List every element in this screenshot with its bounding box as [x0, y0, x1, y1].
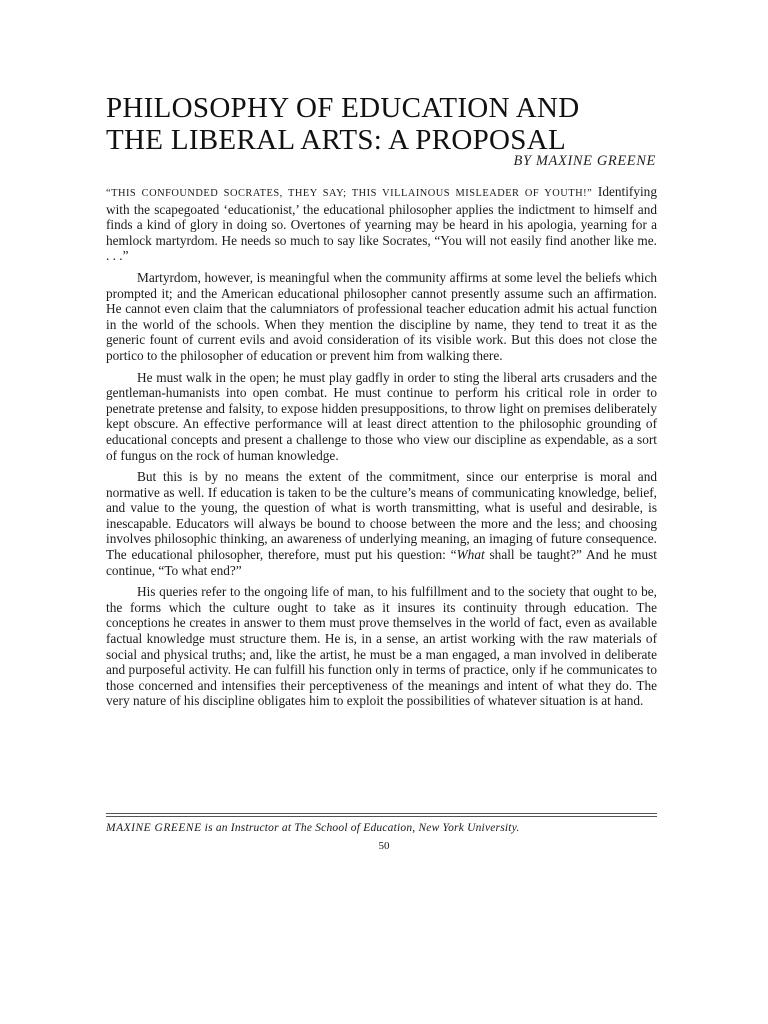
paragraph-4-text: But this is by no means the extent of the commitment, since our enterprise is moral and normative as well. If education is taken to be the culture’s means of communicating knowledge, belief, and value to the young, the question of what is worth transmitting, what is useful and desirable, is inescapable. Educators will always be bound to choose between the more and the less; and choosing involves philosophic thinking, an awareness of underlying meaning, an imaging of future consequence. The educational philosopher, therefore, must put his question: “ [106, 469, 657, 563]
paragraph-3: He must walk in the open; he must play gadfly in order to sting the liberal arts crusaders and the gentleman-humanists into open combat. He must continue to perform his critical role in order to penetrate pretense and falsity, to expose hidden presuppositions, to throw light on premises deliberately kept obscure. An effective performance will at least direct attention to the philosophic grounding of educational concepts and present a challenge to those who view our discipline as expendable, as a sort of fungus on the rock of human knowledge. [106, 369, 657, 463]
paragraph-5: His queries refer to the ongoing life of man, to his fulfillment and to the society that ought to be, the forms which the culture ought to take as it insures its continuity through education. The conceptions he creates in answer to them must prove themselves in the world of fact, even as available factual knowledge must structure them. He is, in a sense, an artist working with the raw materials of social and physical truths; and, like the artist, he must be a man engaged, a man involved in deliberate and purposeful activity. He can fulfill his function only in terms of practice, only if he communicates to those concerned and intensifies their perceptiveness of the meanings and intent of what they do. The very nature of his discipline obligates him to exploit the possibilities of whatever situation is at hand. [106, 584, 657, 709]
paragraph-1-text: Identifying with the scapegoated ‘educationist,’ the educational philosopher applies the indictment to himself and finds a kind of glory in doing so. Overtones of yearning may be heard in his apologia, yearning for a hemlock martyrdom. He needs so much to say like Socrates, “You will not easily find another like me. . . .” [106, 184, 657, 264]
author-footnote [106, 822, 657, 834]
footnote-text: is an Instructor at The School of Education, New York University. [201, 822, 520, 834]
opening-quote-smallcaps: “THIS CONFOUNDED SOCRATES, THEY SAY; THIS VILLAINOUS MISLEADER OF YOUTH!” [106, 188, 593, 199]
paragraph-4 [106, 469, 657, 578]
page-number: 50 [378, 840, 390, 852]
article-body [106, 184, 657, 715]
footnote-divider [106, 813, 657, 814]
paragraph-4-italic-word: What [456, 547, 485, 563]
author-byline: BY MAXINE GREENE [513, 153, 656, 169]
footnote-author-name: MAXINE GREENE [106, 822, 202, 834]
paragraph-4-end: shall be taught?” And he must continue, “To what end?” [106, 547, 657, 578]
article-title [106, 92, 666, 156]
paragraph-2: Martyrdom, however, is meaningful when the community affirms at some level the beliefs which prompted it; and the American educational philosopher cannot presently assume such an affirmation. He cannot even claim that the calumniators of professional teacher education admit his actual function in the world of the schools. When they mention the discipline by name, they tend to treat it as the generic fount of current evils and avoid consideration of its visible work. But this does not close the portico to the philosopher of education or prevent him from walking there. [106, 269, 657, 363]
paragraph-1 [106, 184, 657, 264]
title-line-2: THE LIBERAL ARTS: A PROPOSAL [106, 124, 566, 156]
footnote-divider-inner [106, 816, 657, 817]
title-line-1: PHILOSOPHY OF EDUCATION AND [106, 92, 580, 124]
